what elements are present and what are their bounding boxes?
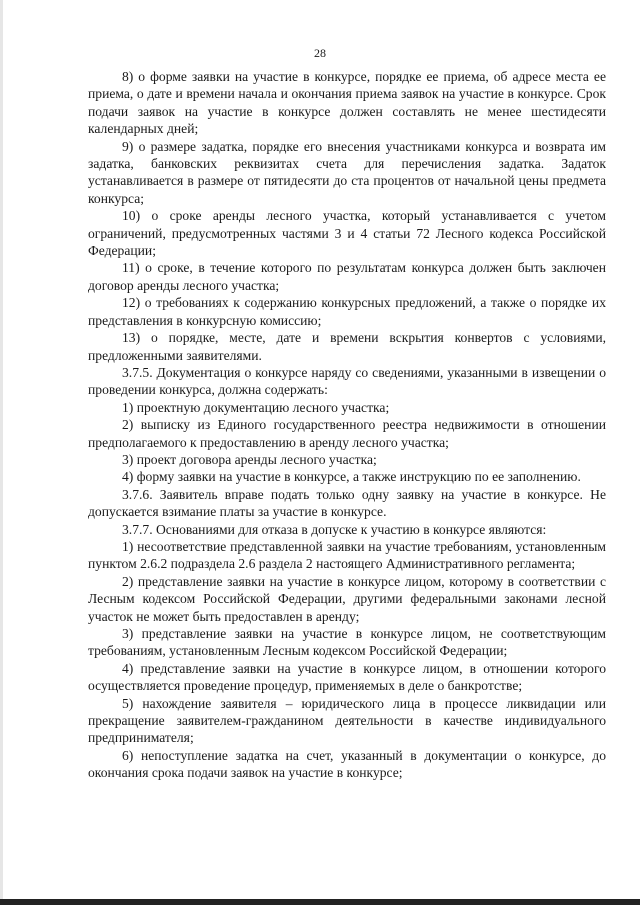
paragraph-3-7-7-item-6: 6) непоступление задатка на счет, указанный в документации о конкурсе, до окончания срока подачи заявок на участие в конкурсе; [88, 747, 606, 781]
paragraph-3-7-7-item-1: 1) несоответствие представленной заявки на участие требованиям, установленным пунктом 2.6.2 подраздела 2.6 раздела 2 настоящего Административного регламента; [88, 538, 606, 572]
paragraph-3-7-6: 3.7.6. Заявитель вправе подать только одну заявку на участие в конкурсе. Не допускается взимание платы за участие в конкурсе. [88, 486, 606, 520]
paragraph-item-9: 9) о размере задатка, порядке его внесения участниками конкурса и возврата им задатка, банковских реквизитах счета для перечисления задатка. Задаток устанавливается в размере от пятидесяти до ста процентов от начальной цены предмета конкурса; [88, 138, 606, 206]
page-number: 28 [314, 46, 326, 60]
paragraph-3-7-7-item-4: 4) представление заявки на участие в конкурсе лицом, в отношении которого осуществляется проведение процедур, применяемых в деле о банкротстве; [88, 660, 606, 694]
paragraph-3-7-5-item-4: 4) форму заявки на участие в конкурсе, а также инструкцию по ее заполнению. [122, 469, 581, 485]
paragraph-3-7-5: 3.7.5. Документация о конкурсе наряду со сведениями, указанными в извещении о проведении конкурса, должна содержать: [88, 364, 606, 398]
paragraph-item-10: 10) о сроке аренды лесного участка, который устанавливается с учетом ограничений, предусмотренных частями 3 и 4 статьи 72 Лесного кодекса Российской Федерации; [88, 208, 606, 259]
paragraph-3-7-5-item-1: 1) проектную документацию лесного участка; [122, 399, 390, 415]
paragraph-3-7-7-item-2: 2) представление заявки на участие в конкурсе лицом, которому в соответствии с Лесным кодексом Российской Федерации, другими федеральными законами лесной участок не может быть предоставлен в аренду; [88, 573, 606, 624]
scan-edge-left [0, 0, 3, 905]
paragraph-3-7-5-item-2: 2) выписку из Единого государственного реестра недвижимости в отношении предполагаемого к предоставлению в аренду лесного участка; [88, 417, 606, 450]
paragraph-3-7-7: 3.7.7. Основаниями для отказа в допуске к участию в конкурсе являются: [122, 521, 547, 537]
document-body [88, 68, 606, 782]
paragraph-3-7-7-item-5: 5) нахождение заявителя – юридического лица в процессе ликвидации или прекращение заявителем-гражданином деятельности в качестве индивидуального предпринимателя; [88, 695, 606, 746]
paragraph-3-7-7-item-3: 3) представление заявки на участие в конкурсе лицом, не соответствующим требованиям, установленным Лесным кодексом Российской Федерации; [88, 626, 606, 659]
paragraph-3-7-5-item-3: 3) проект договора аренды лесного участка; [122, 451, 377, 467]
paragraph-item-11: 11) о сроке, в течение которого по результатам конкурса должен быть заключен договор аренды лесного участка; [88, 260, 606, 293]
scan-edge-bottom [0, 899, 640, 905]
paragraph-item-8: 8) о форме заявки на участие в конкурсе, порядке ее приема, об адресе места ее приема, о дате и времени начала и окончания приема заявок на участие в конкурсе. Срок подачи заявок на участие в конкурсе должен составлять не менее шестидесяти календарных дней; [88, 69, 606, 137]
paragraph-item-12: 12) о требованиях к содержанию конкурсных предложений, а также о порядке их представления в конкурсную комиссию; [88, 295, 606, 328]
paragraph-item-13: 13) о порядке, месте, дате и времени вскрытия конвертов с условиями, предложенными заявителями. [88, 330, 606, 363]
